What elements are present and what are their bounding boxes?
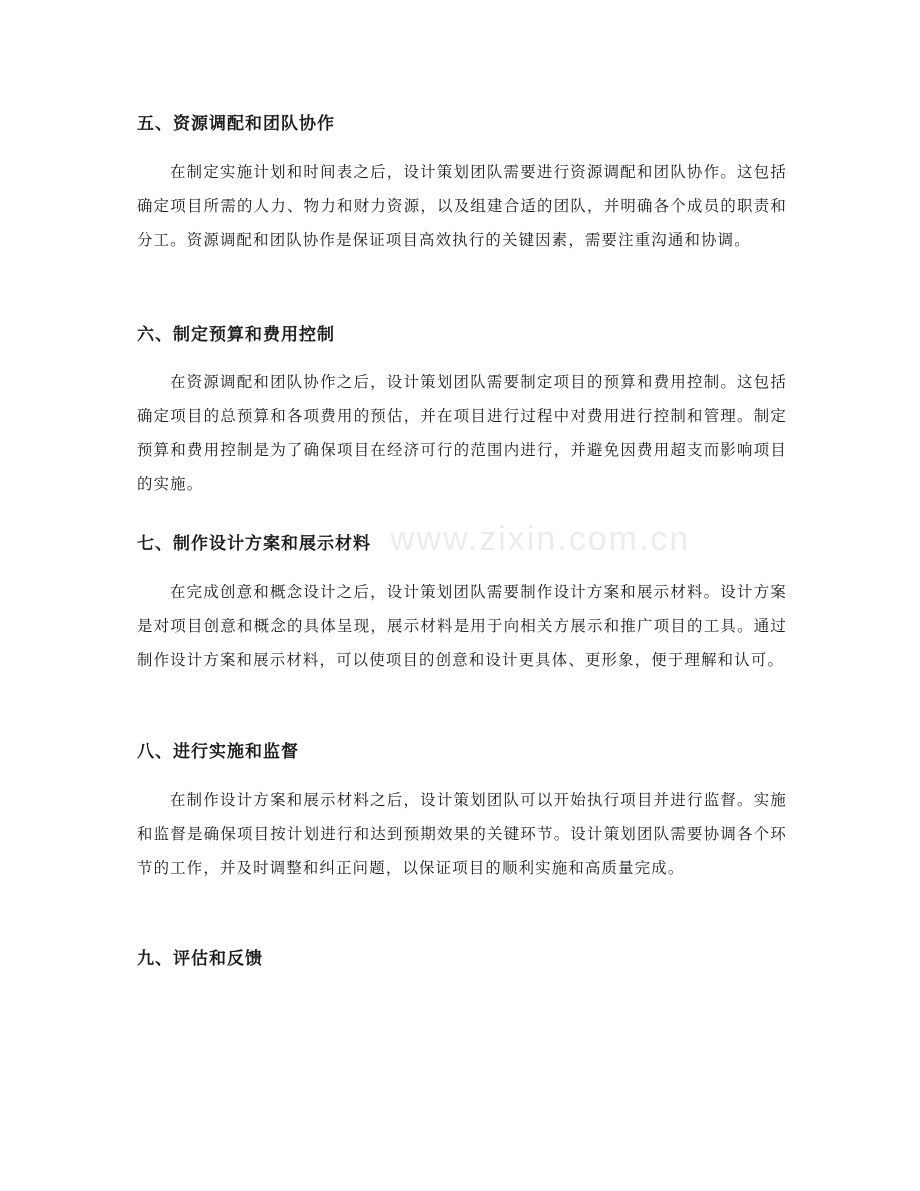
watermark: www.zixin.com.cn	[390, 520, 691, 558]
section-heading-7: 七、制作设计方案和展示材料	[137, 534, 371, 554]
section-heading-9: 九、评估和反馈	[137, 949, 263, 969]
section-heading-5: 五、资源调配和团队协作	[137, 114, 335, 134]
section-paragraph-5: 在制定实施计划和时间表之后，设计策划团队需要进行资源调配和团队协作。这包括确定项目所需的人力、物力和财力资源，以及组建合适的团队，并明确各个成员的职责和分工。资源调配和团队协作是保证项目高效执行的关键因素，需要注重沟通和协调。	[137, 163, 787, 249]
section-heading-8: 八、进行实施和监督	[137, 742, 299, 762]
section-paragraph-7: 在完成创意和概念设计之后，设计策划团队需要制作设计方案和展示材料。设计方案是对项目创意和概念的具体呈现，展示材料是用于向相关方展示和推广项目的工具。通过制作设计方案和展示材料，可以使项目的创意和设计更具体、更形象，便于理解和认可。	[137, 583, 787, 669]
section-heading-6: 六、制定预算和费用控制	[137, 325, 335, 345]
section-paragraph-8: 在制作设计方案和展示材料之后，设计策划团队可以开始执行项目并进行监督。实施和监督是确保项目按计划进行和达到预期效果的关键环节。设计策划团队需要协调各个环节的工作，并及时调整和纠正问题，以保证项目的顺利实施和高质量完成。	[137, 791, 787, 877]
section-paragraph-6: 在资源调配和团队协作之后，设计策划团队需要制定项目的预算和费用控制。这包括确定项目的总预算和各项费用的预估，并在项目进行过程中对费用进行控制和管理。制定预算和费用控制是为了确保项目在经济可行的范围内进行，并避免因费用超支而影响项目的实施。	[137, 373, 787, 493]
